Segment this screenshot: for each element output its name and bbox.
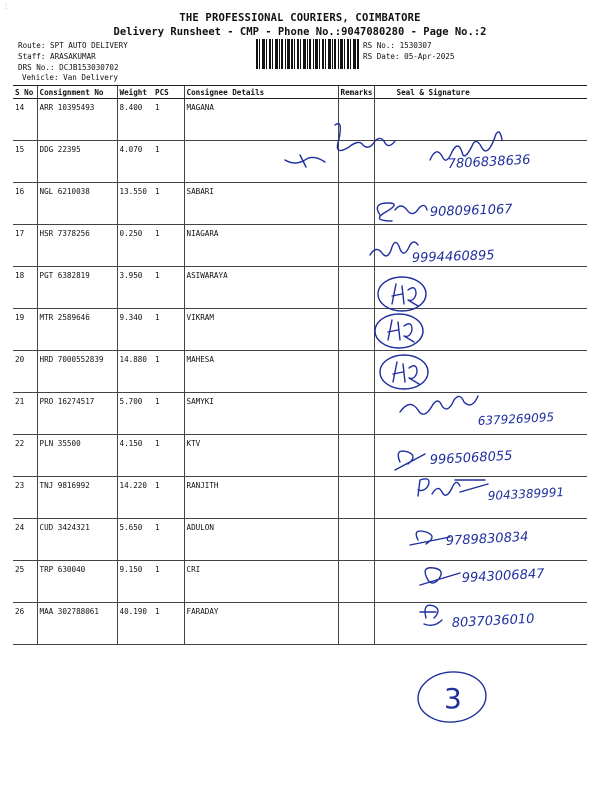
row-weight: 40.190 [117, 603, 153, 645]
col-header-weight: Weight [117, 86, 153, 99]
signature-phone: 9080961067 [429, 202, 513, 220]
table-row [13, 603, 587, 645]
signature-phone: 7806838636 [447, 152, 531, 172]
row-remarks [338, 393, 374, 435]
route-label: Route: SPT AUTO DELIVERY [18, 41, 128, 50]
row-consignee: ASIWARAYA [184, 267, 338, 309]
row-consignment-no: CUD 3424321 [37, 519, 117, 561]
row-seal-signature [374, 393, 587, 435]
row-consignment-no: ARR 10395493 [37, 99, 117, 141]
signature-phone: 6379269095 [477, 410, 555, 428]
row-seal-signature [374, 225, 587, 267]
table-row [13, 267, 587, 309]
row-weight: 8.400 [117, 99, 153, 141]
table-row [13, 393, 587, 435]
row-seal-signature [374, 183, 587, 225]
rs-date: RS Date: 05-Apr-2025 [363, 52, 455, 61]
row-sno: 15 [13, 141, 37, 183]
row-weight: 9.150 [117, 561, 153, 603]
row-pcs: 1 [153, 225, 184, 267]
row-consignment-no: HRD 7000552839 [37, 351, 117, 393]
row-weight: 14.880 [117, 351, 153, 393]
row-consignment-no: TRP 630040 [37, 561, 117, 603]
row-sno: 26 [13, 603, 37, 645]
runsheet-subtitle: Delivery Runsheet - CMP - Phone No.:9047080280 - Page No.:2 [113, 26, 487, 38]
col-header-consignee: Consignee Details [184, 86, 338, 99]
scan-corner-mark: ⋮ [3, 3, 9, 10]
row-remarks [338, 351, 374, 393]
row-weight: 4.070 [117, 141, 153, 183]
row-remarks [338, 99, 374, 141]
row-weight: 9.340 [117, 309, 153, 351]
signature-phone: 9994460895 [411, 248, 495, 266]
table-row [13, 351, 587, 393]
table-row [13, 519, 587, 561]
signature-phone: 9965068055 [429, 448, 513, 468]
row-sno: 23 [13, 477, 37, 519]
row-weight: 4.150 [117, 435, 153, 477]
vehicle-label: Vehicle: Van Delivery [22, 73, 119, 82]
row-weight: 14.220 [117, 477, 153, 519]
staff-label: Staff: ARASAKUMAR [18, 52, 96, 61]
row-seal-signature [374, 561, 587, 603]
table-row [13, 309, 587, 351]
row-sno: 19 [13, 309, 37, 351]
row-consignment-no: PRO 16274517 [37, 393, 117, 435]
row-consignee: SAMYKI [184, 393, 338, 435]
row-consignment-no: PLN 35500 [37, 435, 117, 477]
runsheet-table [13, 85, 587, 645]
row-consignment-no: HSR 7378256 [37, 225, 117, 267]
row-weight: 5.650 [117, 519, 153, 561]
row-weight: 5.700 [117, 393, 153, 435]
row-consignment-no: PGT 6382819 [37, 267, 117, 309]
row-consignee: ADULON [184, 519, 338, 561]
row-pcs: 1 [153, 183, 184, 225]
row-consignment-no: MTR 2589646 [37, 309, 117, 351]
row-remarks [338, 477, 374, 519]
col-header-consignment: Consignment No [37, 86, 117, 99]
row-consignee: NIAGARA [184, 225, 338, 267]
row-consignment-no: DDG 22395 [37, 141, 117, 183]
row-consignee: KTV [184, 435, 338, 477]
row-consignee: CRI [184, 561, 338, 603]
row-sno: 22 [13, 435, 37, 477]
row-remarks [338, 183, 374, 225]
row-remarks [338, 435, 374, 477]
row-seal-signature [374, 99, 587, 141]
table-row [13, 225, 587, 267]
row-remarks [338, 141, 374, 183]
row-seal-signature [374, 267, 587, 309]
row-pcs: 1 [153, 141, 184, 183]
row-sno: 21 [13, 393, 37, 435]
row-consignment-no: NGL 6210038 [37, 183, 117, 225]
row-seal-signature [374, 519, 587, 561]
row-pcs: 1 [153, 351, 184, 393]
row-pcs: 1 [153, 435, 184, 477]
row-weight: 0.250 [117, 225, 153, 267]
row-sno: 24 [13, 519, 37, 561]
row-pcs: 1 [153, 603, 184, 645]
row-consignee: MAGANA [184, 99, 338, 141]
col-header-sno: S No [13, 86, 37, 99]
page-mark: 3 [444, 682, 462, 715]
table-row [13, 435, 587, 477]
row-remarks [338, 225, 374, 267]
row-seal-signature [374, 351, 587, 393]
row-seal-signature [374, 309, 587, 351]
row-sno: 14 [13, 99, 37, 141]
row-remarks [338, 603, 374, 645]
table-row [13, 561, 587, 603]
table-header-row [13, 86, 587, 99]
row-sno: 25 [13, 561, 37, 603]
row-seal-signature [374, 141, 587, 183]
table-row [13, 477, 587, 519]
row-remarks [338, 561, 374, 603]
row-seal-signature [374, 603, 587, 645]
rs-number: RS No.: 1530307 [363, 41, 432, 50]
row-pcs: 1 [153, 309, 184, 351]
row-sno: 18 [13, 267, 37, 309]
drs-number: DRS No.: DCJB153030702 [18, 63, 119, 72]
row-seal-signature [374, 435, 587, 477]
row-remarks [338, 267, 374, 309]
row-pcs: 1 [153, 477, 184, 519]
row-pcs: 1 [153, 519, 184, 561]
row-remarks [338, 309, 374, 351]
row-pcs: 1 [153, 99, 184, 141]
col-header-seal: Seal & Signature [374, 86, 587, 99]
row-consignment-no: TNJ 9816992 [37, 477, 117, 519]
table-row [13, 141, 587, 183]
row-sno: 20 [13, 351, 37, 393]
row-consignee: SABARI [184, 183, 338, 225]
row-consignee: MAHESA [184, 351, 338, 393]
signature-phone: 9943006847 [461, 566, 545, 586]
signature-phone: 8037036010 [451, 611, 535, 631]
signature-phone: 9789830834 [445, 529, 529, 549]
barcode [256, 39, 360, 69]
row-consignee: RANJITH [184, 477, 338, 519]
row-seal-signature [374, 477, 587, 519]
row-weight: 3.950 [117, 267, 153, 309]
row-pcs: 1 [153, 267, 184, 309]
col-header-pcs: PCS [153, 86, 184, 99]
row-consignee: VIKRAM [184, 309, 338, 351]
row-consignee [184, 141, 338, 183]
company-title: THE PROFESSIONAL COURIERS, COIMBATORE [179, 12, 421, 24]
row-sno: 17 [13, 225, 37, 267]
row-pcs: 1 [153, 561, 184, 603]
row-pcs: 1 [153, 393, 184, 435]
table-row [13, 183, 587, 225]
signature-phone: 9043389991 [487, 485, 565, 503]
row-weight: 13.550 [117, 183, 153, 225]
col-header-remarks: Remarks [338, 86, 374, 99]
page-mark-circle [416, 669, 488, 725]
row-sno: 16 [13, 183, 37, 225]
row-consignment-no: MAA 302788061 [37, 603, 117, 645]
table-row [13, 99, 587, 141]
row-consignee: FARADAY [184, 603, 338, 645]
row-remarks [338, 519, 374, 561]
